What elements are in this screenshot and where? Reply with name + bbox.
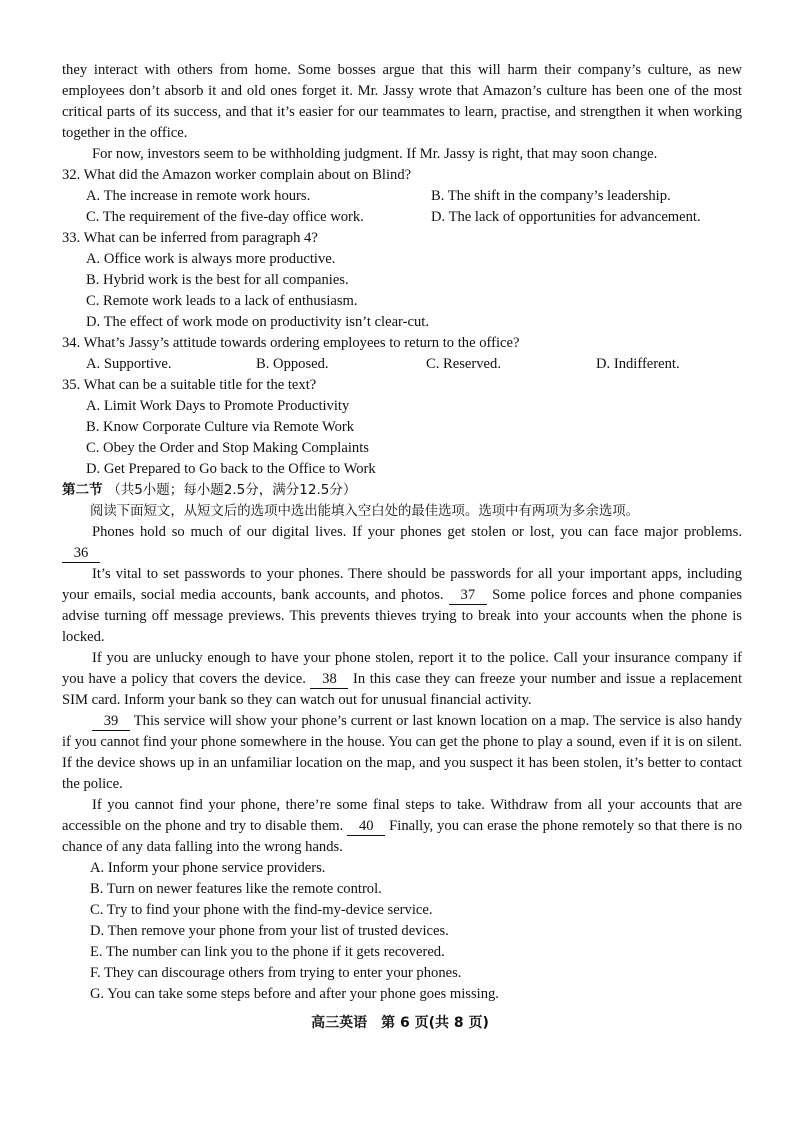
question-stem [62, 228, 742, 249]
question-stem [62, 375, 742, 396]
blank-40: 40 [347, 818, 385, 836]
page-footer: 高三英语 第 6 页(共 8 页) [311, 1015, 489, 1031]
blank-36: 36 [62, 545, 100, 563]
option: A. Supportive. [86, 356, 172, 372]
option: D. Get Prepared to Go back to the Office to Work [86, 461, 376, 477]
choice: F. They can discourage others from trying to enter your phones. [90, 965, 462, 981]
question-32 [62, 165, 742, 228]
question-stem [62, 333, 742, 354]
cloze-text: If you are unlucky enough to have your phone stolen, report it to the police. Call your insurance company if you have a policy that covers the device. [62, 650, 742, 687]
option: D. The lack of opportunities for advancement. [431, 209, 701, 225]
question-34 [62, 333, 742, 375]
cloze-text: It’s vital to set passwords to your phones. There should be passwords for all your important apps, including your emails, social media accounts, bank accounts, and photos. [62, 566, 742, 603]
question-35 [62, 375, 742, 480]
choice: B. Turn on newer features like the remote control. [90, 881, 382, 897]
question-number: 34. [62, 335, 81, 351]
question-number: 32. [62, 167, 81, 183]
option: A. The increase in remote work hours. [86, 188, 311, 204]
cloze-paragraph [62, 522, 742, 564]
choice: D. Then remove your phone from your list of trusted devices. [90, 923, 449, 939]
passage-paragraph: they interact with others from home. Some bosses argue that this will harm their company’s culture, as new employees don’t absorb it and old ones forget it. Mr. Jassy wrote that Amazon’s culture has been one of the most critical parts of its success, and that it’s easier for our teammates to learn, practise, and strengthen it when working together in the office. [62, 62, 742, 141]
option: C. Reserved. [426, 356, 501, 372]
option: C. Remote work leads to a lack of enthusiasm. [86, 293, 358, 309]
cloze-paragraph [62, 711, 742, 795]
cloze-paragraph [62, 795, 742, 858]
cloze-text: If you cannot find your phone, there’re some final steps to take. Withdraw from all your accounts that are accessible on the phone and try to disable them. [62, 797, 742, 834]
cloze-text: Phones hold so much of our digital lives. If your phones get stolen or lost, you can face major problems. [92, 524, 742, 540]
cloze-paragraph [62, 648, 742, 711]
cloze-paragraph [62, 564, 742, 648]
question-text: What can be a suitable title for the text? [83, 377, 317, 393]
cloze-text: Some police forces and phone companies advise turning off message previews. This prevents thieves trying to break into your accounts when the phone is locked. [62, 587, 742, 645]
section-instruction: 阅读下面短文，从短文后的选项中选出能填入空白处的最佳选项。选项中有两项为多余选项。 [90, 504, 640, 519]
question-33 [62, 228, 742, 333]
question-stem [62, 165, 742, 186]
cloze-text: Finally, you can erase the phone remotely so that there is no chance of any data falling into the wrong hands. [62, 818, 743, 855]
option: C. Obey the Order and Stop Making Complaints [86, 440, 369, 456]
blank-37: 37 [449, 587, 487, 605]
question-text: What’s Jassy’s attitude towards ordering employees to return to the office? [83, 335, 520, 351]
option: B. Opposed. [256, 356, 329, 372]
choice: G. You can take some steps before and after your phone goes missing. [90, 986, 499, 1002]
option: D. The effect of work mode on productivity isn’t clear-cut. [86, 314, 429, 330]
passage-paragraph: For now, investors seem to be withholding judgment. If Mr. Jassy is right, that may soon change. [92, 146, 658, 162]
page-content [62, 60, 742, 1005]
option: C. The requirement of the five-day office work. [86, 209, 364, 225]
option: B. Know Corporate Culture via Remote Work [86, 419, 355, 435]
option: B. The shift in the company’s leadership. [431, 188, 671, 204]
blank-38: 38 [310, 671, 348, 689]
option: B. Hybrid work is the best for all companies. [86, 272, 349, 288]
choice: A. Inform your phone service providers. [90, 860, 326, 876]
blank-39: 39 [92, 713, 130, 731]
option: A. Office work is always more productive. [86, 251, 336, 267]
answer-choices [62, 858, 742, 1005]
choice: E. The number can link you to the phone if it gets recovered. [90, 944, 445, 960]
cloze-text: In this case they can freeze your number and issue a replacement SIM card. Inform your bank so they can watch out for unusual financial activity. [62, 671, 742, 708]
question-number: 33. [62, 230, 81, 246]
option: D. Indifferent. [596, 356, 680, 372]
option: A. Limit Work Days to Promote Productivity [86, 398, 350, 414]
question-text: What can be inferred from paragraph 4? [83, 230, 318, 246]
choice: C. Try to find your phone with the find-my-device service. [90, 902, 433, 918]
section-heading [62, 480, 742, 501]
section-subtitle: （共5小题；每小题2.5分，满分12.5分） [107, 482, 357, 498]
cloze-text: This service will show your phone’s current or last known location on a map. The service is also handy if you cannot find your phone somewhere in the house. You can get the phone to play a sound, even if it is on silent. If the device shows up in an unfamiliar location on the map, and you suspect it has been stolen, it’s better to contact the police. [62, 713, 742, 792]
question-number: 35. [62, 377, 81, 393]
section-title: 第二节 [62, 482, 103, 498]
question-text: What did the Amazon worker complain about on Blind? [83, 167, 412, 183]
